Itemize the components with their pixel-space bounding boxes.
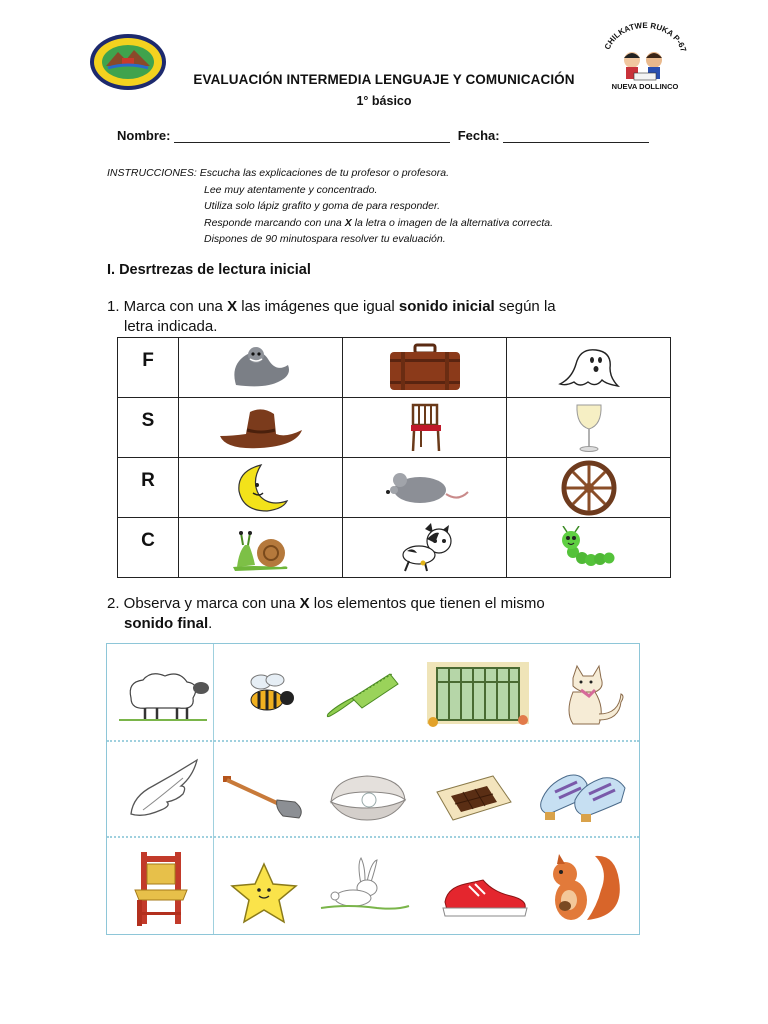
name-field[interactable] [174,130,450,143]
wing-image[interactable] [123,756,203,822]
svg-text:CHILKATWE RUKA P-67 [603,21,688,54]
table-row [118,398,671,458]
grid-divider [213,836,214,934]
sheep-image[interactable] [117,664,209,724]
seal-image[interactable] [179,338,343,398]
instruction-line-5: Dispones de 90 minutospara resolver tu evaluación. [204,233,446,245]
row-letter: R [118,458,179,518]
table-row [118,518,671,578]
comb-image[interactable] [322,668,402,722]
hat-image[interactable] [179,398,343,458]
glass-image[interactable] [507,398,671,458]
slippers-image[interactable] [537,762,631,824]
grid-divider [213,644,214,740]
snail-image[interactable] [179,518,343,578]
instructions-block [107,165,553,248]
date-field[interactable] [503,130,649,143]
final-sound-grid [106,643,640,935]
suitcase-image[interactable] [343,338,507,398]
table-row [118,338,671,398]
row-letter: F [118,338,179,398]
wooden-chair-image[interactable] [131,848,191,928]
squirrel-image[interactable] [539,850,625,930]
logo-right-top-text: CHILKATWE RUKA P-67 [602,20,689,53]
logo-right-bottom-text: NUEVA DOLLINCO [611,82,679,91]
instruction-line-1: Escucha las explicaciones de tu profesor o profesora. [199,167,449,179]
grid-divider [107,740,639,742]
cat-drawing-image[interactable] [559,662,629,730]
grid-divider [107,836,639,838]
oyster-pearl-image[interactable] [327,772,409,824]
moon-image[interactable] [179,458,343,518]
question-2: 2. Observa y marca con una X los elementos que tienen el mismo sonido final. [107,595,545,632]
ghost-image[interactable] [507,338,671,398]
chair-image[interactable] [343,398,507,458]
row-letter: C [118,518,179,578]
row-letter: S [118,398,179,458]
chocolate-image[interactable] [433,772,513,824]
sneaker-image[interactable] [439,872,529,918]
caterpillar-image[interactable] [507,518,671,578]
name-date-row [117,128,649,143]
page-title: EVALUACIÓN INTERMEDIA LENGUAJE Y COMUNICACIÓN [193,72,575,87]
wheel-image[interactable] [507,458,671,518]
instruction-line-3: Utiliza solo lápiz grafito y goma de para responder. [204,200,440,212]
bee-image[interactable] [245,672,299,716]
instructions-label: INSTRUCCIONES: [107,167,197,179]
question-1: 1. Marca con una X las imágenes que igual sonido inicial según la letra indicada. [107,298,556,335]
gate-image[interactable] [423,658,533,728]
star-image[interactable] [229,862,299,924]
table-row [118,458,671,518]
grid-divider [213,740,214,836]
date-label: Fecha: [457,128,500,143]
grade-label: 1° básico [356,94,412,108]
shovel-image[interactable] [221,772,307,822]
rabbit-image[interactable] [317,854,413,918]
name-label: Nombre: [117,128,171,143]
mouse-image[interactable] [343,458,507,518]
instruction-line-2: Lee muy atentamente y concentrado. [204,183,378,196]
cat-image[interactable] [343,518,507,578]
instruction-line-4: Responde marcando con una X la letra o imagen de la alternativa correcta. [204,216,554,229]
section-title: I. Desrtrezas de lectura inicial [107,262,311,278]
initial-sound-table [117,337,671,578]
